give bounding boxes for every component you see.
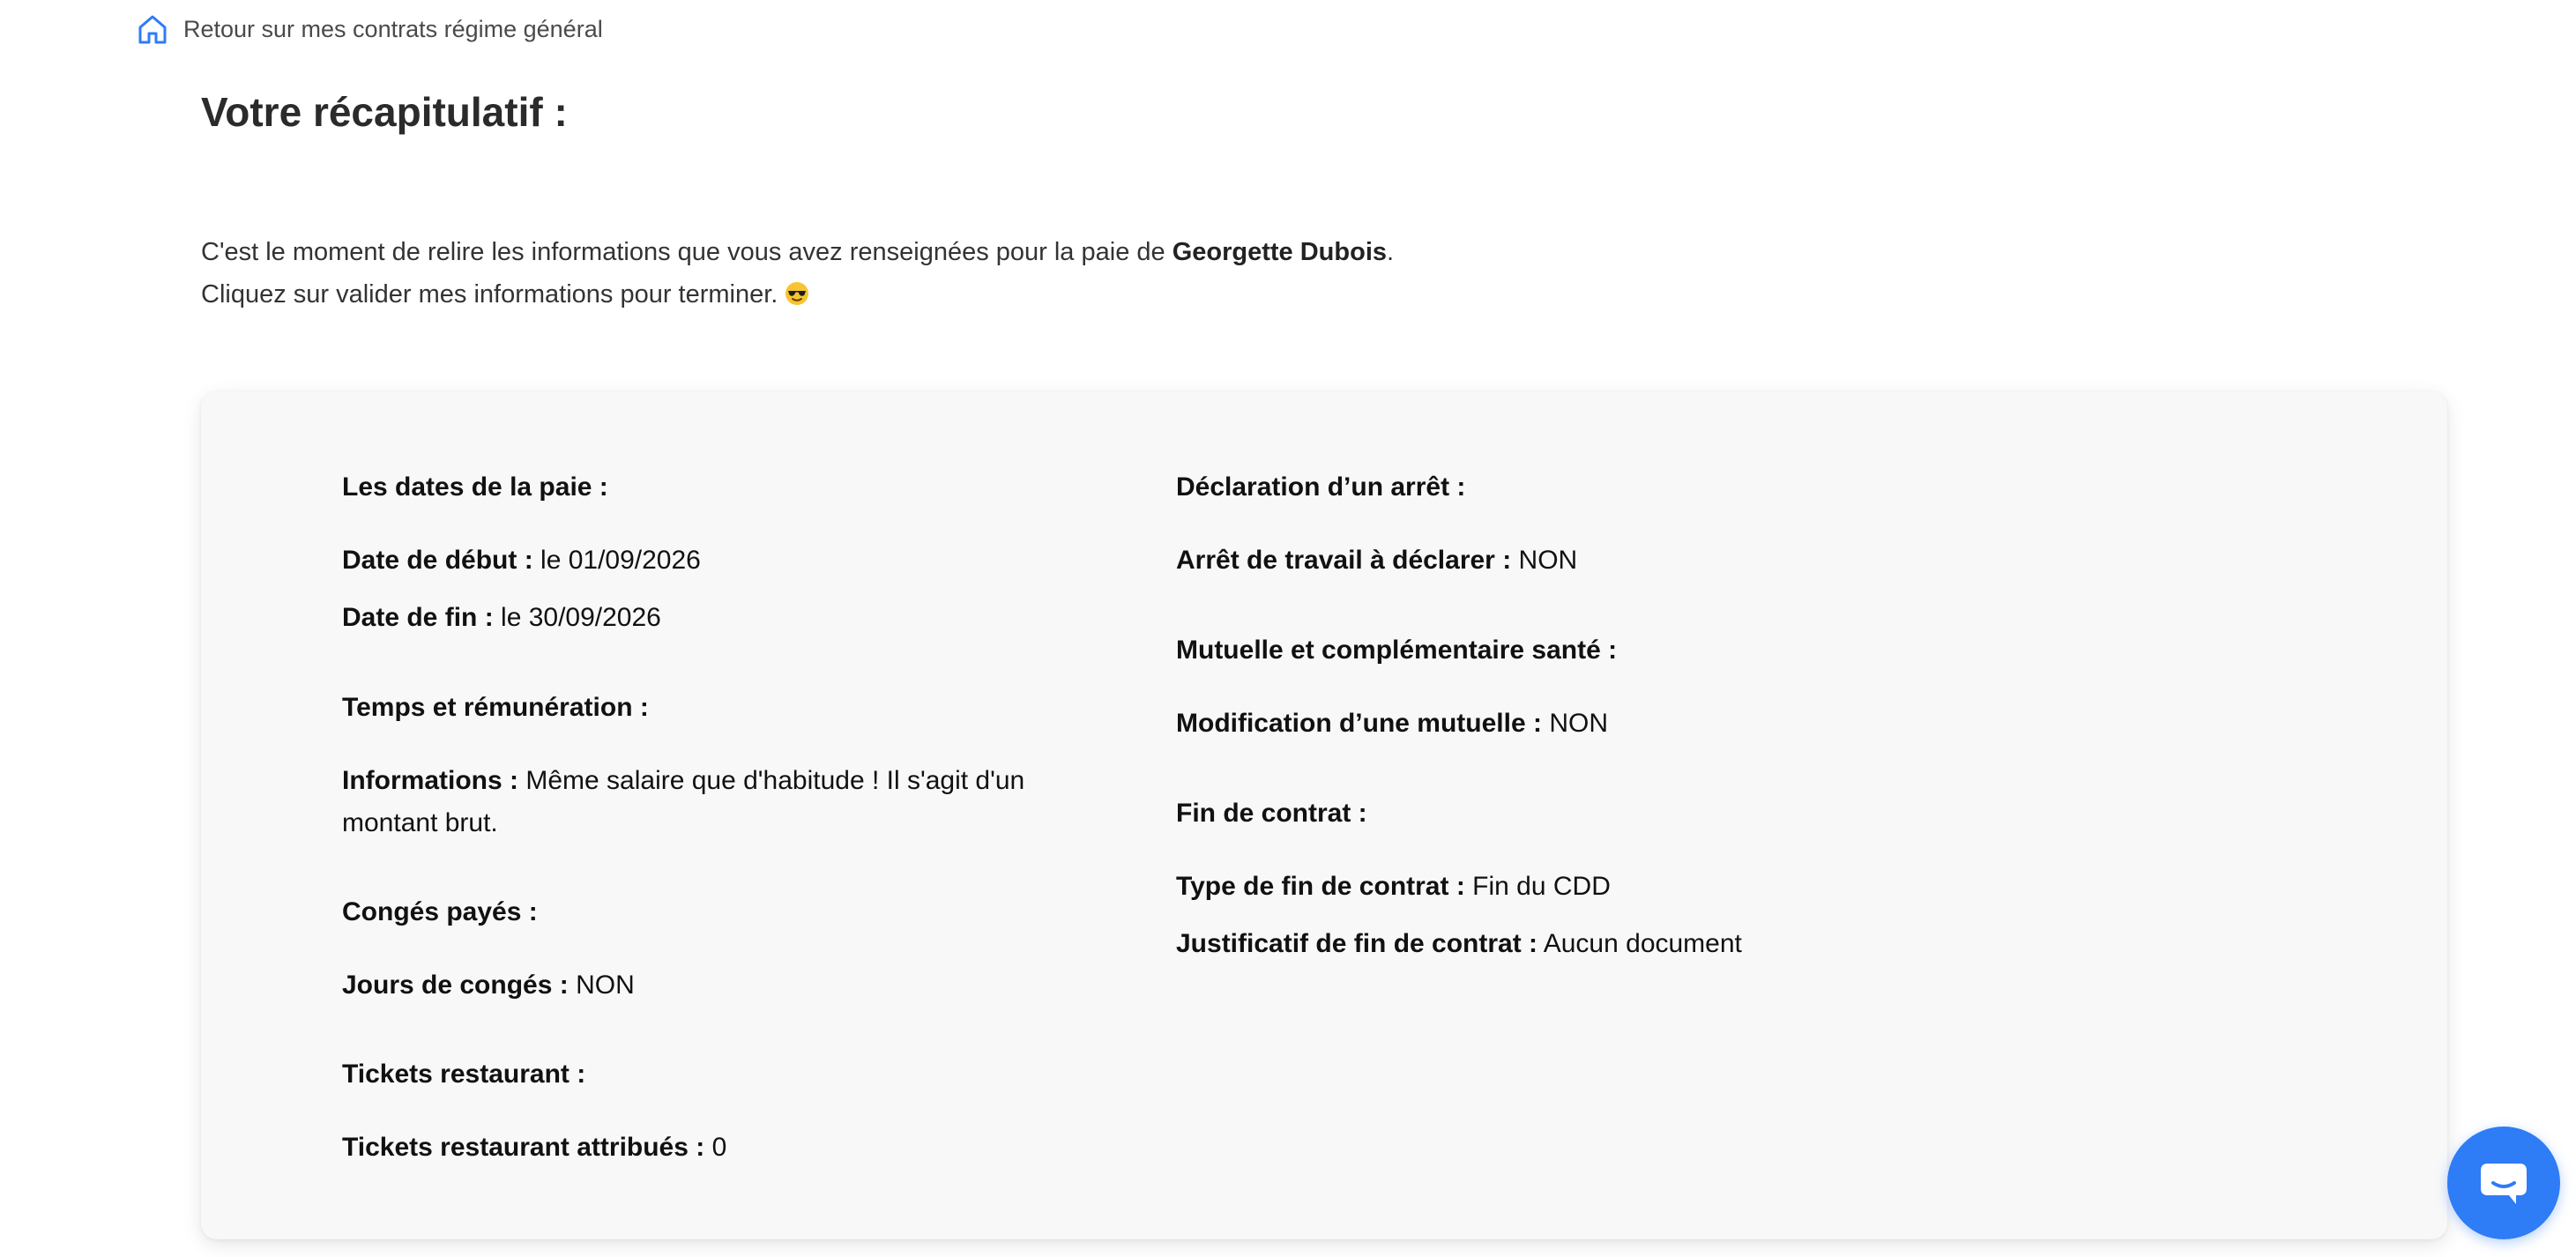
section-sick-leave-title: Déclaration d’un arrêt :	[1176, 472, 1466, 502]
page-title: Votre récapitulatif :	[201, 89, 568, 135]
row-meal-vouchers-assigned	[342, 1127, 726, 1169]
contract-end-proof-value: Aucun document	[1543, 929, 1742, 958]
row-start-date	[342, 539, 701, 582]
sick-leave-label: Arrêt de travail à déclarer :	[1176, 546, 1512, 575]
row-pay-information	[342, 760, 1118, 844]
pay-information-label: Informations :	[342, 766, 518, 795]
row-health-insurance-change	[1176, 703, 1608, 745]
employee-name: Georgette Dubois	[1172, 238, 1388, 266]
chat-bubble-icon	[2477, 1158, 2530, 1208]
back-link-label: Retour sur mes contrats régime général	[183, 15, 603, 42]
row-end-date	[342, 597, 661, 639]
intro-line-2-text: Cliquez sur valider mes informations pour terminer.	[201, 280, 785, 309]
pay-information-value: Même salaire que d'habitude ! Il s'agit d'un montant brut.	[342, 766, 1025, 837]
end-date-label: Date de fin :	[342, 603, 494, 632]
row-leave-days	[342, 964, 635, 1007]
leave-days-label: Jours de congés :	[342, 971, 569, 1000]
section-pay-dates-title: Les dates de la paie :	[342, 472, 608, 502]
home-icon	[136, 12, 169, 46]
contract-end-type-value: Fin du CDD	[1472, 872, 1611, 901]
contract-end-proof-label: Justificatif de fin de contrat :	[1176, 929, 1538, 958]
section-meal-vouchers-title: Tickets restaurant :	[342, 1060, 586, 1089]
chat-button[interactable]	[2447, 1127, 2560, 1239]
start-date-label: Date de début :	[342, 546, 533, 575]
health-insurance-value: NON	[1549, 709, 1609, 738]
end-date-value: le 30/09/2026	[501, 603, 661, 632]
sick-leave-value: NON	[1518, 546, 1578, 575]
intro-line-2	[201, 273, 1394, 316]
meal-vouchers-value: 0	[711, 1133, 727, 1162]
sunglasses-emoji-icon	[785, 277, 809, 301]
row-contract-end-type	[1176, 866, 1611, 908]
row-contract-end-proof	[1176, 923, 1742, 965]
leave-days-value: NON	[576, 971, 635, 1000]
section-health-insurance-title: Mutuelle et complémentaire santé :	[1176, 636, 1618, 665]
section-time-pay-title: Temps et rémunération :	[342, 693, 649, 722]
contract-end-type-label: Type de fin de contrat :	[1176, 872, 1465, 901]
meal-vouchers-label: Tickets restaurant attribués :	[342, 1133, 705, 1162]
summary-card	[201, 391, 2447, 1239]
section-paid-leave-title: Congés payés :	[342, 897, 538, 926]
intro-line-1-prefix: C'est le moment de relire les informations que vous avez renseignées pour la paie de	[201, 238, 1173, 266]
section-contract-end-title: Fin de contrat :	[1176, 799, 1367, 828]
back-to-contracts-link[interactable]	[136, 12, 603, 46]
start-date-value: le 01/09/2026	[540, 546, 701, 575]
health-insurance-label: Modification d’une mutuelle :	[1176, 709, 1542, 738]
intro-line-1-suffix: .	[1387, 238, 1395, 266]
row-sick-leave-declare	[1176, 539, 1577, 582]
intro-line-1	[201, 231, 1394, 273]
intro-text	[201, 231, 1394, 316]
